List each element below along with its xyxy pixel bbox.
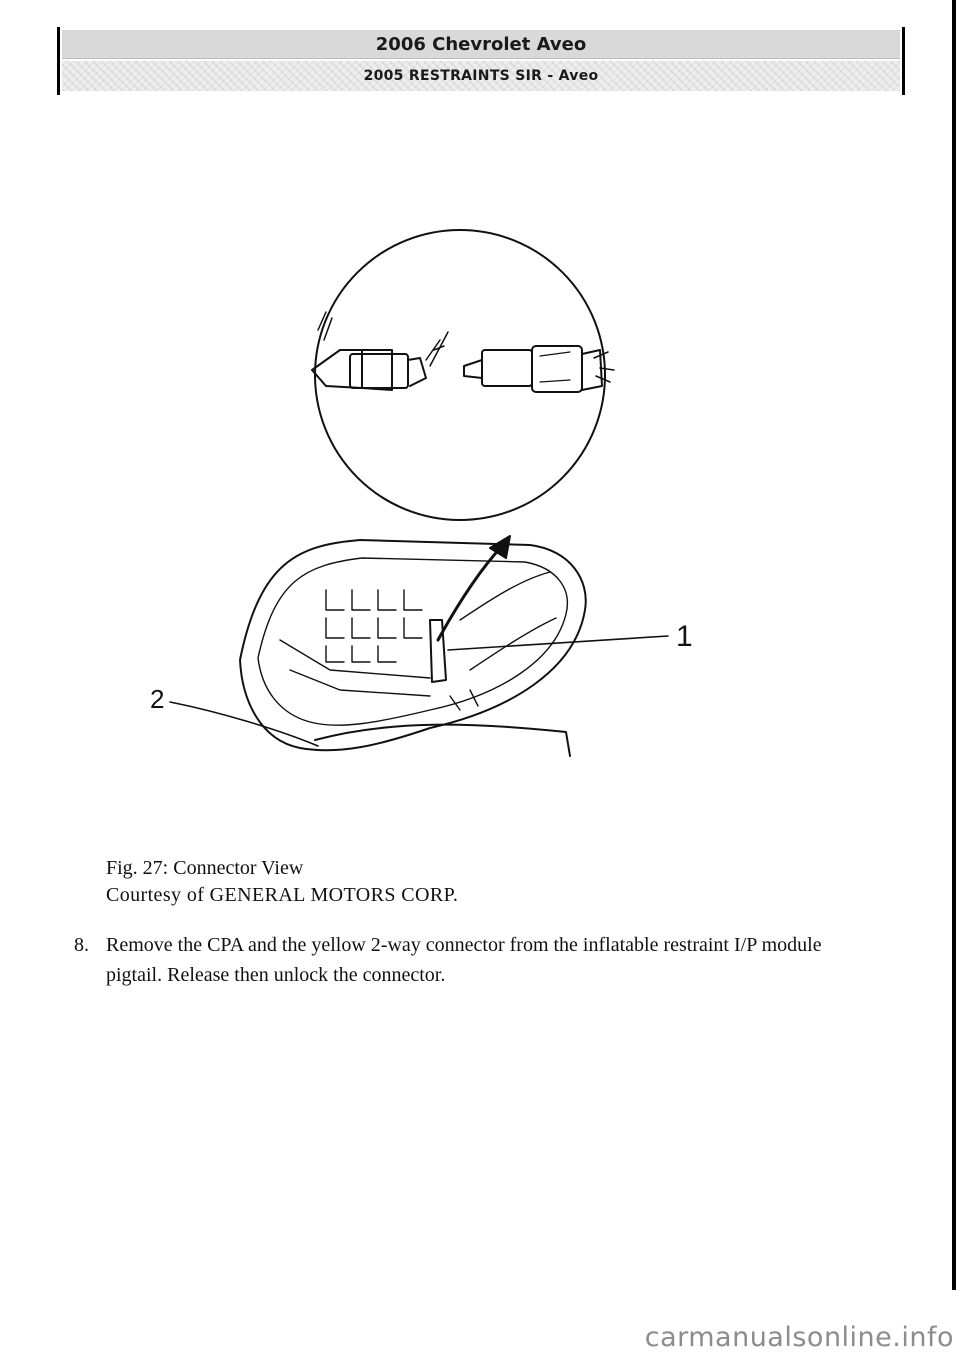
header-title-band — [62, 30, 900, 59]
header-rule-left — [57, 27, 60, 95]
callout-2-leader — [170, 702, 318, 746]
callout-2-label: 2 — [150, 684, 165, 714]
header-rule-right — [902, 27, 905, 95]
callout-1-label: 1 — [676, 620, 693, 653]
detail-magnifier-circle — [315, 230, 605, 520]
ip-module-assembly — [240, 540, 586, 756]
document-title: 2006 Chevrolet Aveo — [375, 33, 587, 55]
step-number: 8. — [74, 934, 89, 956]
figure-credit: Courtesy of GENERAL MOTORS CORP. — [106, 884, 459, 906]
connector-view-figure — [130, 200, 730, 780]
procedure-step — [74, 930, 874, 990]
document-subtitle: 2005 RESTRAINTS SIR - Aveo — [363, 68, 599, 84]
figure-caption — [106, 855, 458, 909]
figure-caption-label: Fig. 27: Connector View — [106, 857, 304, 879]
callout-1-leader — [448, 636, 668, 650]
page-header — [57, 27, 905, 95]
connector-illustration — [130, 200, 730, 780]
step-text: Remove the CPA and the yellow 2-way connector from the inflatable restraint I/P module pigtail. Release then unlock the connector. — [106, 934, 822, 986]
connector-detail — [312, 312, 614, 392]
page-border-right — [952, 0, 956, 1290]
header-subtitle-band — [62, 61, 900, 91]
site-watermark: carmanualsonline.info — [644, 1322, 954, 1353]
